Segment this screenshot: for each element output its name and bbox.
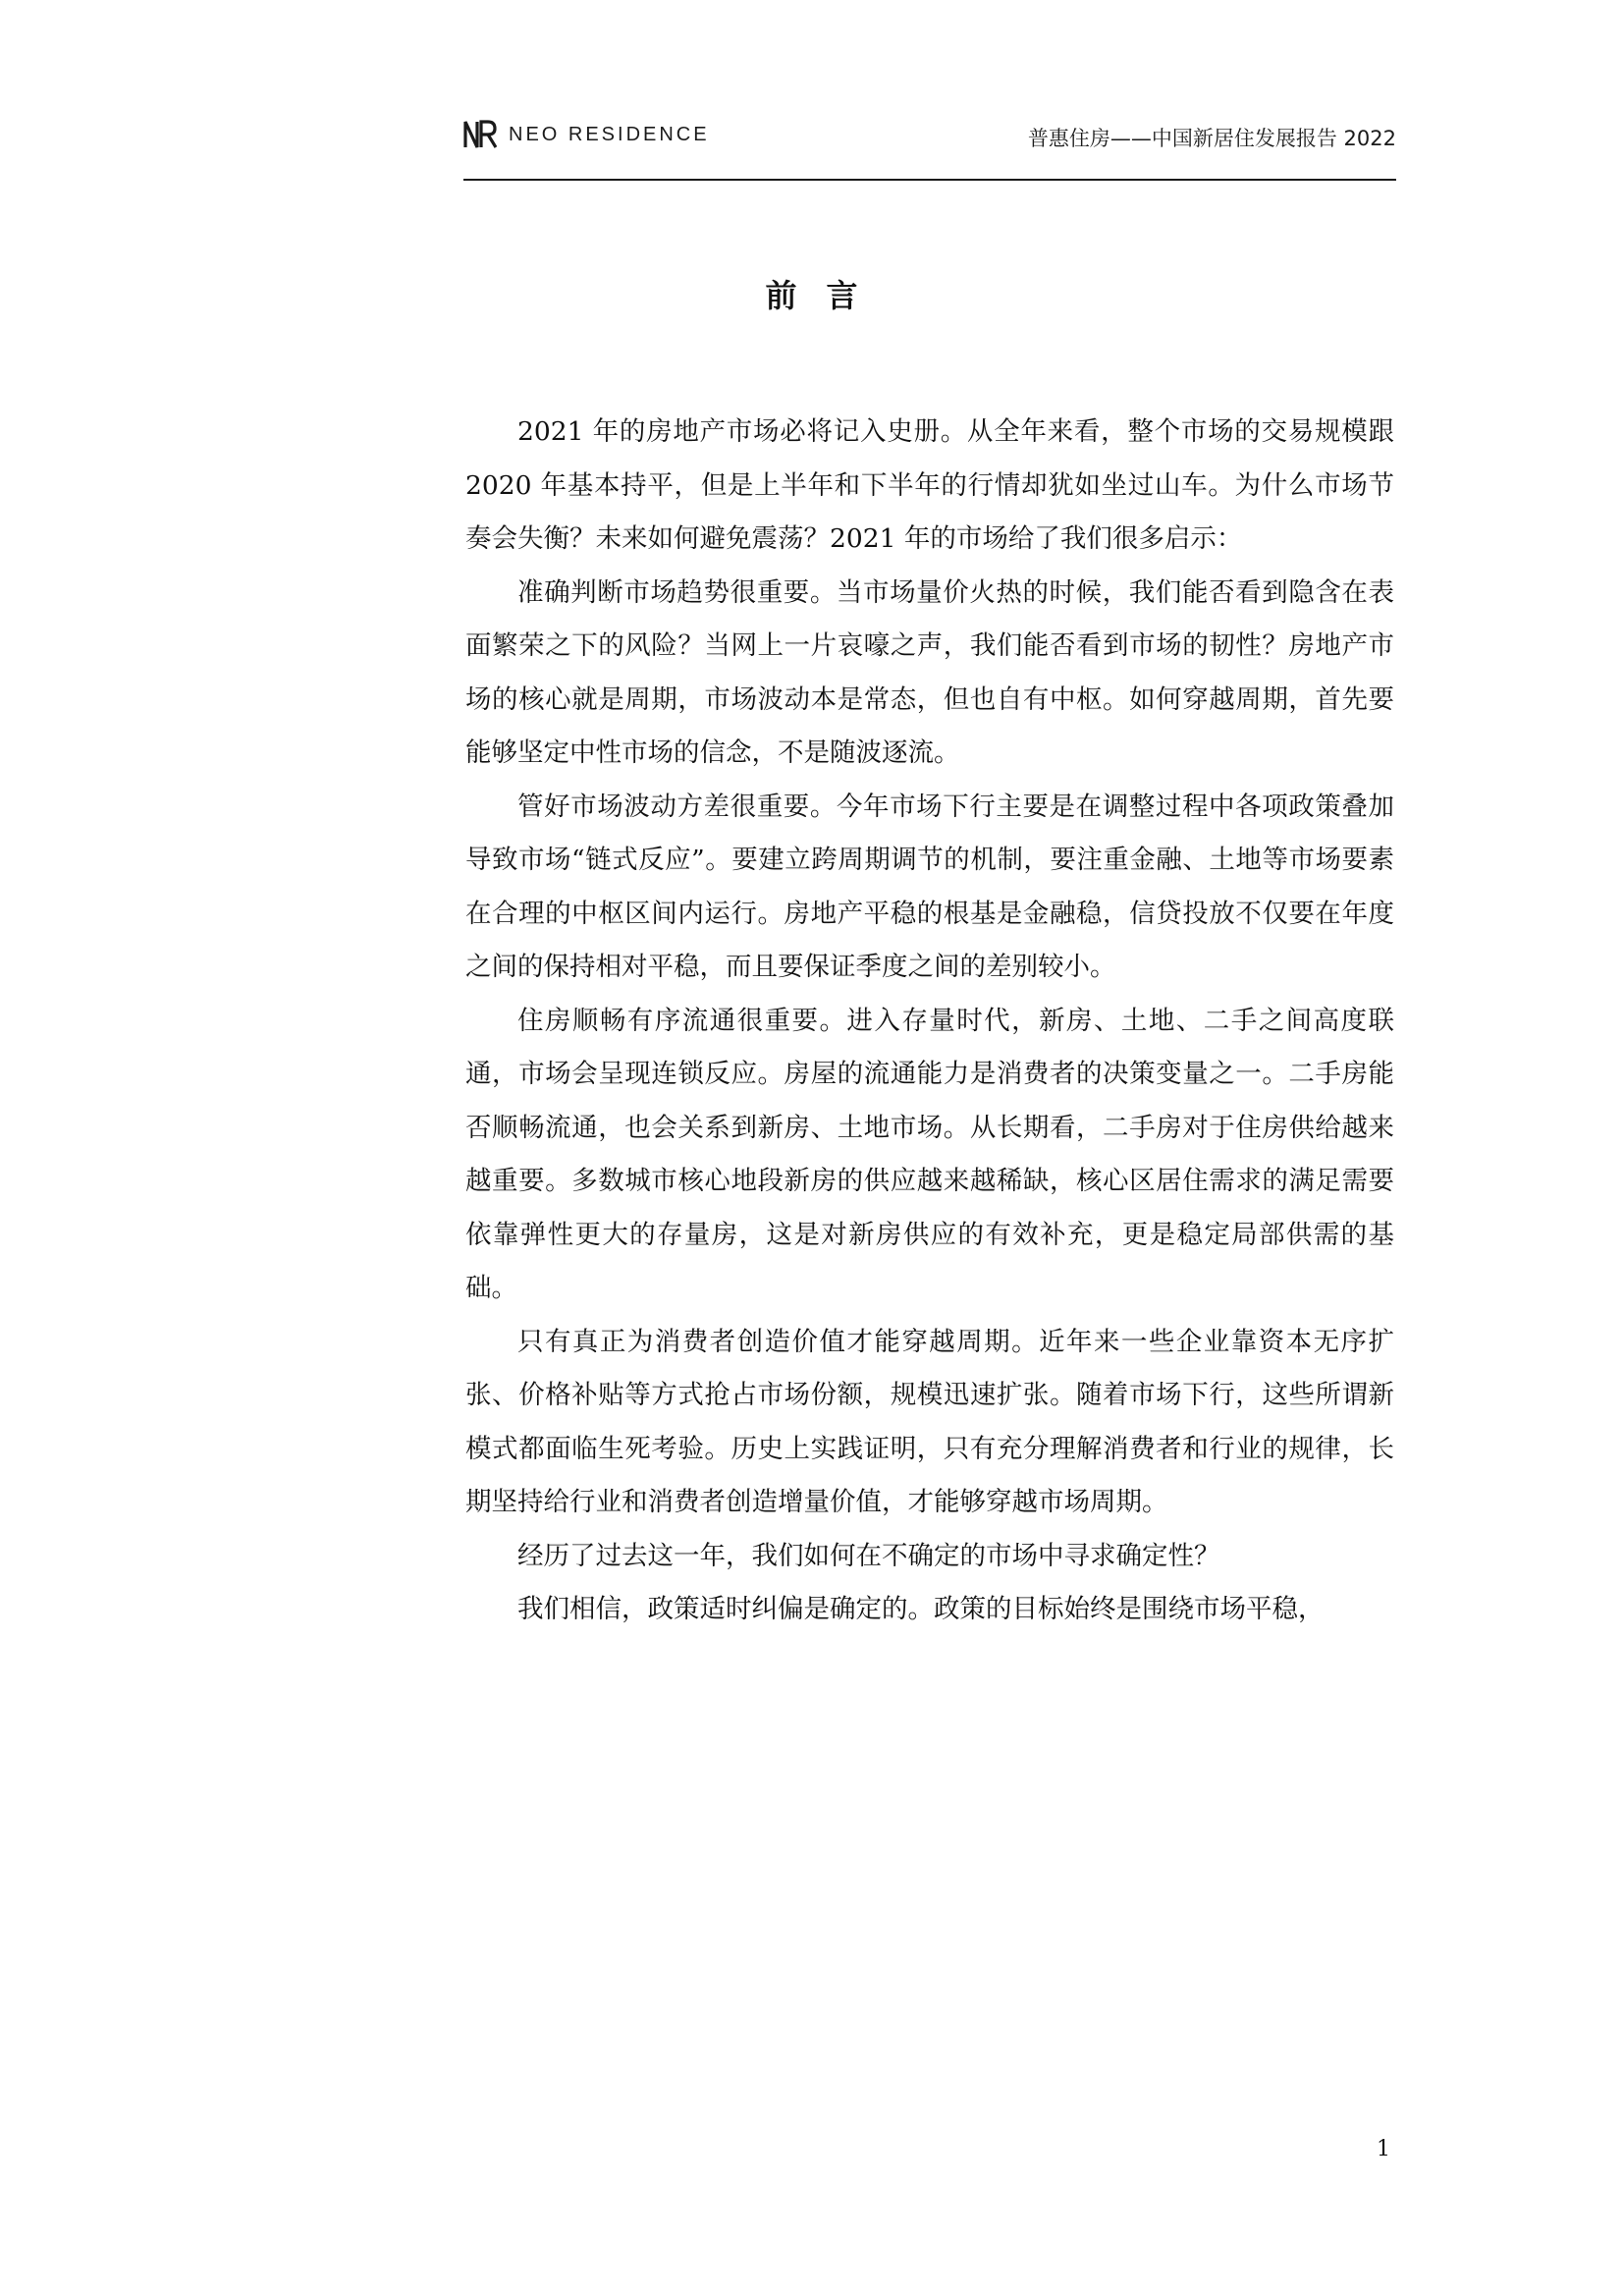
neo-residence-logo-icon: [463, 120, 497, 149]
page-title: 前言: [765, 277, 888, 314]
paragraph: 管好市场波动方差很重要。今年市场下行主要是在调整过程中各项政策叠加导致市场“链式反应”。要建立跨周期调节的机制，要注重金融、土地等市场要素在合理的中枢区间内运行。房地产平稳的根基是金融稳，信贷投放不仅要在年度之间的保持相对平稳，而且要保证季度之间的差别较小。: [465, 791, 1394, 982]
paragraph: 准确判断市场趋势很重要。当市场量价火热的时候，我们能否看到隐含在表面繁荣之下的风险？当网上一片哀嚎之声，我们能否看到市场的韧性？房地产市场的核心就是周期，市场波动本是常态，但也自有中枢。如何穿越周期，首先要能够坚定中性市场的信念，不是随波逐流。: [465, 576, 1394, 768]
report-title: 普惠住房——中国新居住发展报告 2022: [1027, 127, 1396, 150]
page-header: [463, 110, 1396, 181]
paragraph: 经历了过去这一年，我们如何在不确定的市场中寻求确定性？: [517, 1540, 1220, 1571]
brand: [463, 120, 710, 149]
paragraph: 我们相信，政策适时纠偏是确定的。政策的目标始终是围绕市场平稳，: [517, 1594, 1325, 1624]
body-text: [465, 406, 1394, 1637]
page-number: 1: [1377, 2137, 1390, 2161]
brand-name: NEO RESIDENCE: [509, 123, 710, 145]
paragraph: 2021 年的房地产市场必将记入史册。从全年来看，整个市场的交易规模跟 2020 年基本持平，但是上半年和下半年的行情却犹如坐过山车。为什么市场节奏会失衡？未来如何避免震荡？2021 年的市场给了我们很多启示：: [465, 416, 1394, 554]
paragraph: 住房顺畅有序流通很重要。进入存量时代，新房、土地、二手之间高度联通，市场会呈现连锁反应。房屋的流通能力是消费者的决策变量之一。二手房能否顺畅流通，也会关系到新房、土地市场。从长期看，二手房对于住房供给越来越重要。多数城市核心地段新房的供应越来越稀缺，核心区居住需求的满足需要依靠弹性更大的存量房，这是对新房供应的有效补充，更是稳定局部供需的基础。: [465, 1005, 1394, 1303]
paragraph: 只有真正为消费者创造价值才能穿越周期。近年来一些企业靠资本无序扩张、价格补贴等方式抢占市场份额，规模迅速扩张。随着市场下行，这些所谓新模式都面临生死考验。历史上实践证明，只有充分理解消费者和行业的规律，长期坚持给行业和消费者创造增量价值，才能够穿越市场周期。: [465, 1326, 1394, 1517]
